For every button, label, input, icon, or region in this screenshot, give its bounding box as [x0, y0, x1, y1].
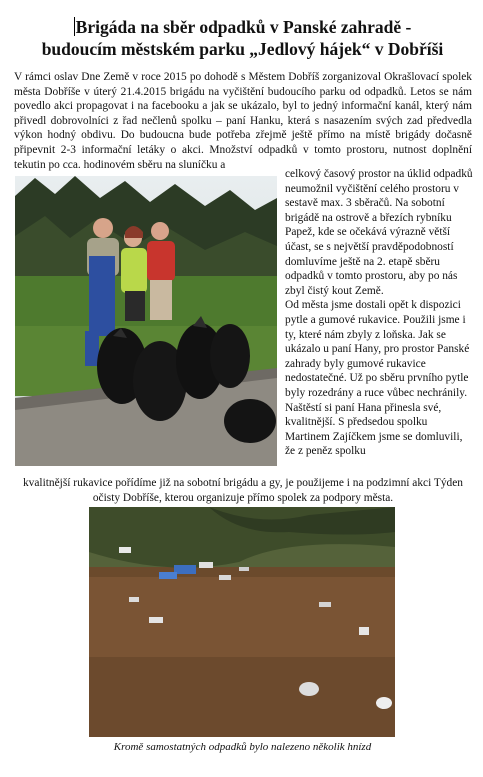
title-line-1: Brigáda na sběr odpadků v Panské zahradě - [75, 17, 412, 37]
volunteers-photo [15, 176, 277, 466]
article-title [10, 16, 475, 60]
intro-paragraph [14, 70, 472, 172]
title-line-2: budoucím městském parku „Jedlový hájek“ v Dobříši [41, 39, 444, 59]
side-paragraph-2: Od města jsme dostali opět k dispozici pytle a gumové rukavice. Použili jsme i ty, které nám zbyly z loňska. Jak se ukázalo u paní Hany, pro prostor Panské zahrady byly gumové rukavice nedostatečné. Už po sběru prvního pytle byly rozedrány a ruce vůbec nechránily. Naštěstí si paní Hana přinesla své, kvalitnější. S předsedou spolku Martinem Zajíčkem jsme se domluvili, že z peněz spolku [285, 299, 470, 458]
intro-text: V rámci oslav Dne Země v roce 2015 po dohodě s Městem Dobříš zorganizoval Okrašlovací spolek města Dobříše v úterý 21.4.2015 brigádu na vyčištění budoucího parku od odpadků. Letos se nám povedlo akci propagovat i na facebooku a jak se ukázalo, byl to jedný informační kanál, který nám přivedl dobrovolníci z řad nečlenů spolku – paní Hanku, která s nasazením svých zad předvedla výkon hodný obdivu. Do budoucna bude potřeba zřejmě ještě přímo na místě brigády dočasně připevnit 2-3 informační letáky o akci. Množství odpadků v tomto prostoru, nutnost doplnění tekutin po cca. hodinovém sběru na sluníčku a [14, 71, 472, 171]
side-paragraph-1: celkový časový prostor na úklid odpadků neumožnil vyčištění celého prostoru v sestavě max. 3 sběračů. Na sobotní brigádě na ostrově a březích rybníku Papež, kde se očekává výrazně větší účast, se s největší pravděpodobností domluvíme ještě na 2. etapě sběru odpadků v tomto prostoru, aby po nás zbyl čistý kout Země. [285, 168, 473, 297]
side-column [285, 167, 473, 459]
litter-photo [89, 507, 395, 737]
photo-caption: Kromě samostatných odpadků bylo nalezeno několik hnízd [113, 741, 372, 753]
text-cursor [74, 17, 75, 36]
closing-paragraph: kvalitnější rukavice pořídíme již na sobotní brigádu a gy, je použijeme i na podzimní akci Týden očisty Dobříše, kterou organizuje přímo spolek za podpory města. [22, 477, 463, 504]
